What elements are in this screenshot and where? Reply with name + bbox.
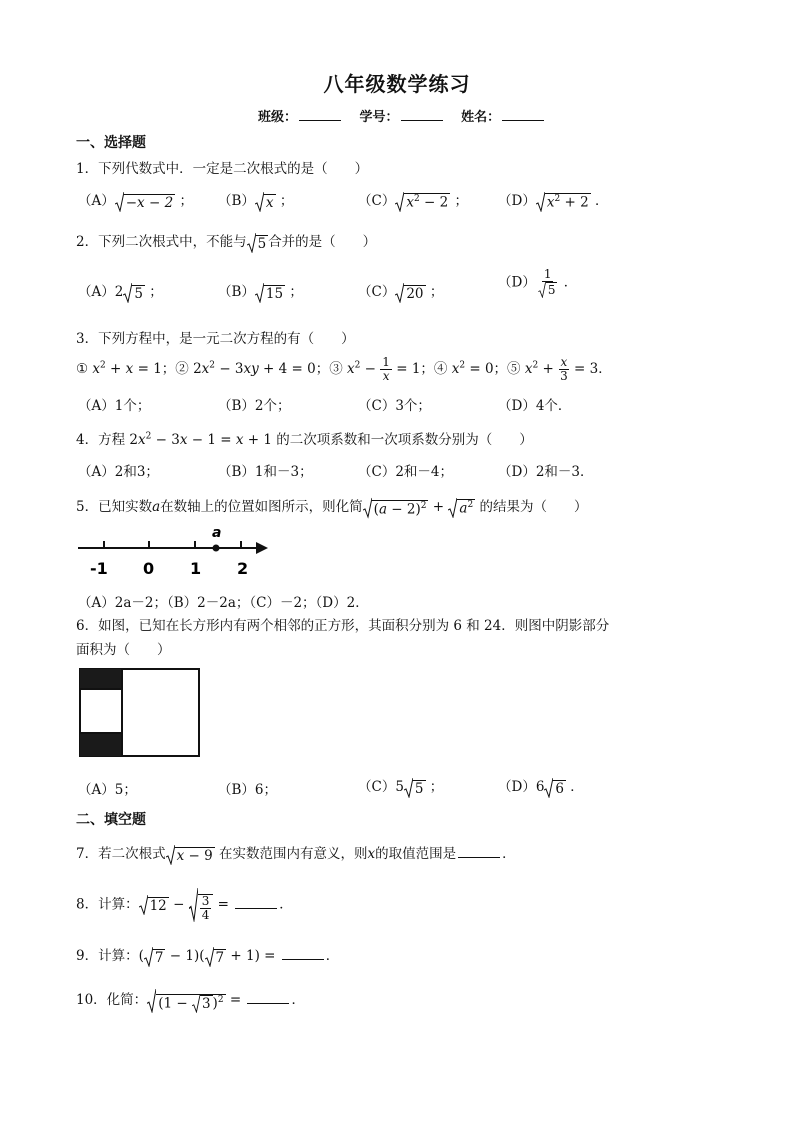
q5-options: （A）2a－2；（B）2－2a；（C）－2；（D）2． bbox=[78, 595, 369, 611]
q4-option-c: （C）2和－4； bbox=[358, 464, 454, 480]
q4-option-a: （A）2和3； bbox=[78, 464, 159, 480]
id-label: 学号： bbox=[359, 110, 399, 125]
q6-stem-line2: 面积为（ ） bbox=[76, 642, 171, 658]
q6-rectangle-figure bbox=[78, 667, 202, 759]
name-label: 姓名： bbox=[461, 110, 501, 125]
q9: 9．计算：( 7 − 1)( 7 + 1) = ． bbox=[76, 948, 340, 966]
q1-option-a: （A） −x − 2 ； bbox=[78, 193, 193, 211]
shaded-region-top bbox=[80, 669, 122, 689]
q6-option-c: （C）5 5 ； bbox=[358, 779, 444, 797]
q3-option-b: （B）2个； bbox=[218, 398, 291, 414]
q1-stem: 1．下列代数式中．一定是二次根式的是（ ） bbox=[76, 161, 369, 177]
q6-option-d: （D）6 6 ． bbox=[498, 779, 584, 797]
page-title: 八年级数学练习 bbox=[323, 72, 471, 96]
q1-option-b: （B） x ； bbox=[218, 193, 294, 211]
section-fill-heading: 二、填空题 bbox=[76, 812, 146, 828]
q8-answer-blank bbox=[235, 896, 277, 909]
arrow-icon bbox=[256, 542, 268, 554]
point-a bbox=[213, 545, 220, 552]
name-blank bbox=[502, 108, 544, 121]
q3-equations: ① $x^2 + x = 1$；② $2x^2 - 3xy + 4 = 0$；③ $x^2$ − $\frac{1}{x}$ = 1；④ $x^2 = 0$；⑤ $x^2$ + $\frac{x}{3}$ = 3． bbox=[76, 355, 612, 384]
q5-number-line bbox=[76, 520, 276, 580]
q2-stem: 2．下列二次根式中，不能与 5 合并的是（ ） bbox=[76, 234, 377, 252]
class-blank bbox=[299, 108, 341, 121]
q2-option-c: （C） 20 ； bbox=[358, 284, 444, 302]
q5-stem: 5．已知实数a在数轴上的位置如图所示，则化简 $(a - 2)^2$ + $a^2$ 的结果为（ ） bbox=[76, 499, 588, 518]
q6-option-a: （A）5； bbox=[78, 782, 137, 798]
q4-option-d: （D）2和－3． bbox=[498, 464, 594, 480]
q2-option-b: （B） 15 ； bbox=[218, 284, 303, 302]
section-choice-heading: 一、选择题 bbox=[76, 135, 146, 151]
q3-option-d: （D）4个． bbox=[498, 398, 572, 414]
q7-answer-blank bbox=[458, 845, 500, 858]
q10: 10．化简： (1 − 3 )$^2$ = ． bbox=[76, 988, 305, 1013]
q1-option-c: （C） $x^2 - 2$ ； bbox=[358, 193, 468, 211]
point-a-label: a bbox=[212, 525, 222, 541]
q7: 7．若二次根式 x − 9 在实数范围内有意义，则x的取值范围是 ． bbox=[76, 846, 516, 864]
q1-option-d: （D） $x^2 + 2$ ． bbox=[498, 193, 609, 211]
q2-option-a: （A）2 5 ； bbox=[78, 284, 163, 302]
q6-stem-line1: 6．如图，已知在长方形内有两个相邻的正方形，其面积分别为 6 和 24．则图中阴影部分 bbox=[76, 618, 610, 634]
q3-stem: 3．下列方程中，是一元二次方程的有（ ） bbox=[76, 331, 355, 347]
axis-label-neg1: -1 bbox=[90, 559, 108, 578]
shaded-region-bottom bbox=[80, 733, 122, 756]
q3-option-c: （C）3个； bbox=[358, 398, 431, 414]
q3-option-a: （A）1个； bbox=[78, 398, 151, 414]
axis-label-1: 1 bbox=[190, 559, 202, 578]
id-blank bbox=[401, 108, 443, 121]
class-label: 班级： bbox=[258, 110, 298, 125]
q4-option-b: （B）1和－3； bbox=[218, 464, 313, 480]
q10-answer-blank bbox=[247, 991, 289, 1004]
student-info-line bbox=[258, 106, 558, 125]
q2-option-d: （D） $\frac{1}{5}$ ． bbox=[498, 267, 578, 298]
q4-stem: 4．方程 $2x^2 - 3x - 1 = x + 1$ 的二次项系数和一次项系数分别为（ ） bbox=[76, 431, 533, 448]
q8: 8．计算： 12 − $\frac{3}{4}$ = ． bbox=[76, 888, 293, 922]
axis-label-0: 0 bbox=[143, 559, 155, 578]
q9-answer-blank bbox=[282, 947, 324, 960]
axis-label-2: 2 bbox=[237, 559, 249, 578]
q6-option-b: （B）6； bbox=[218, 782, 278, 798]
